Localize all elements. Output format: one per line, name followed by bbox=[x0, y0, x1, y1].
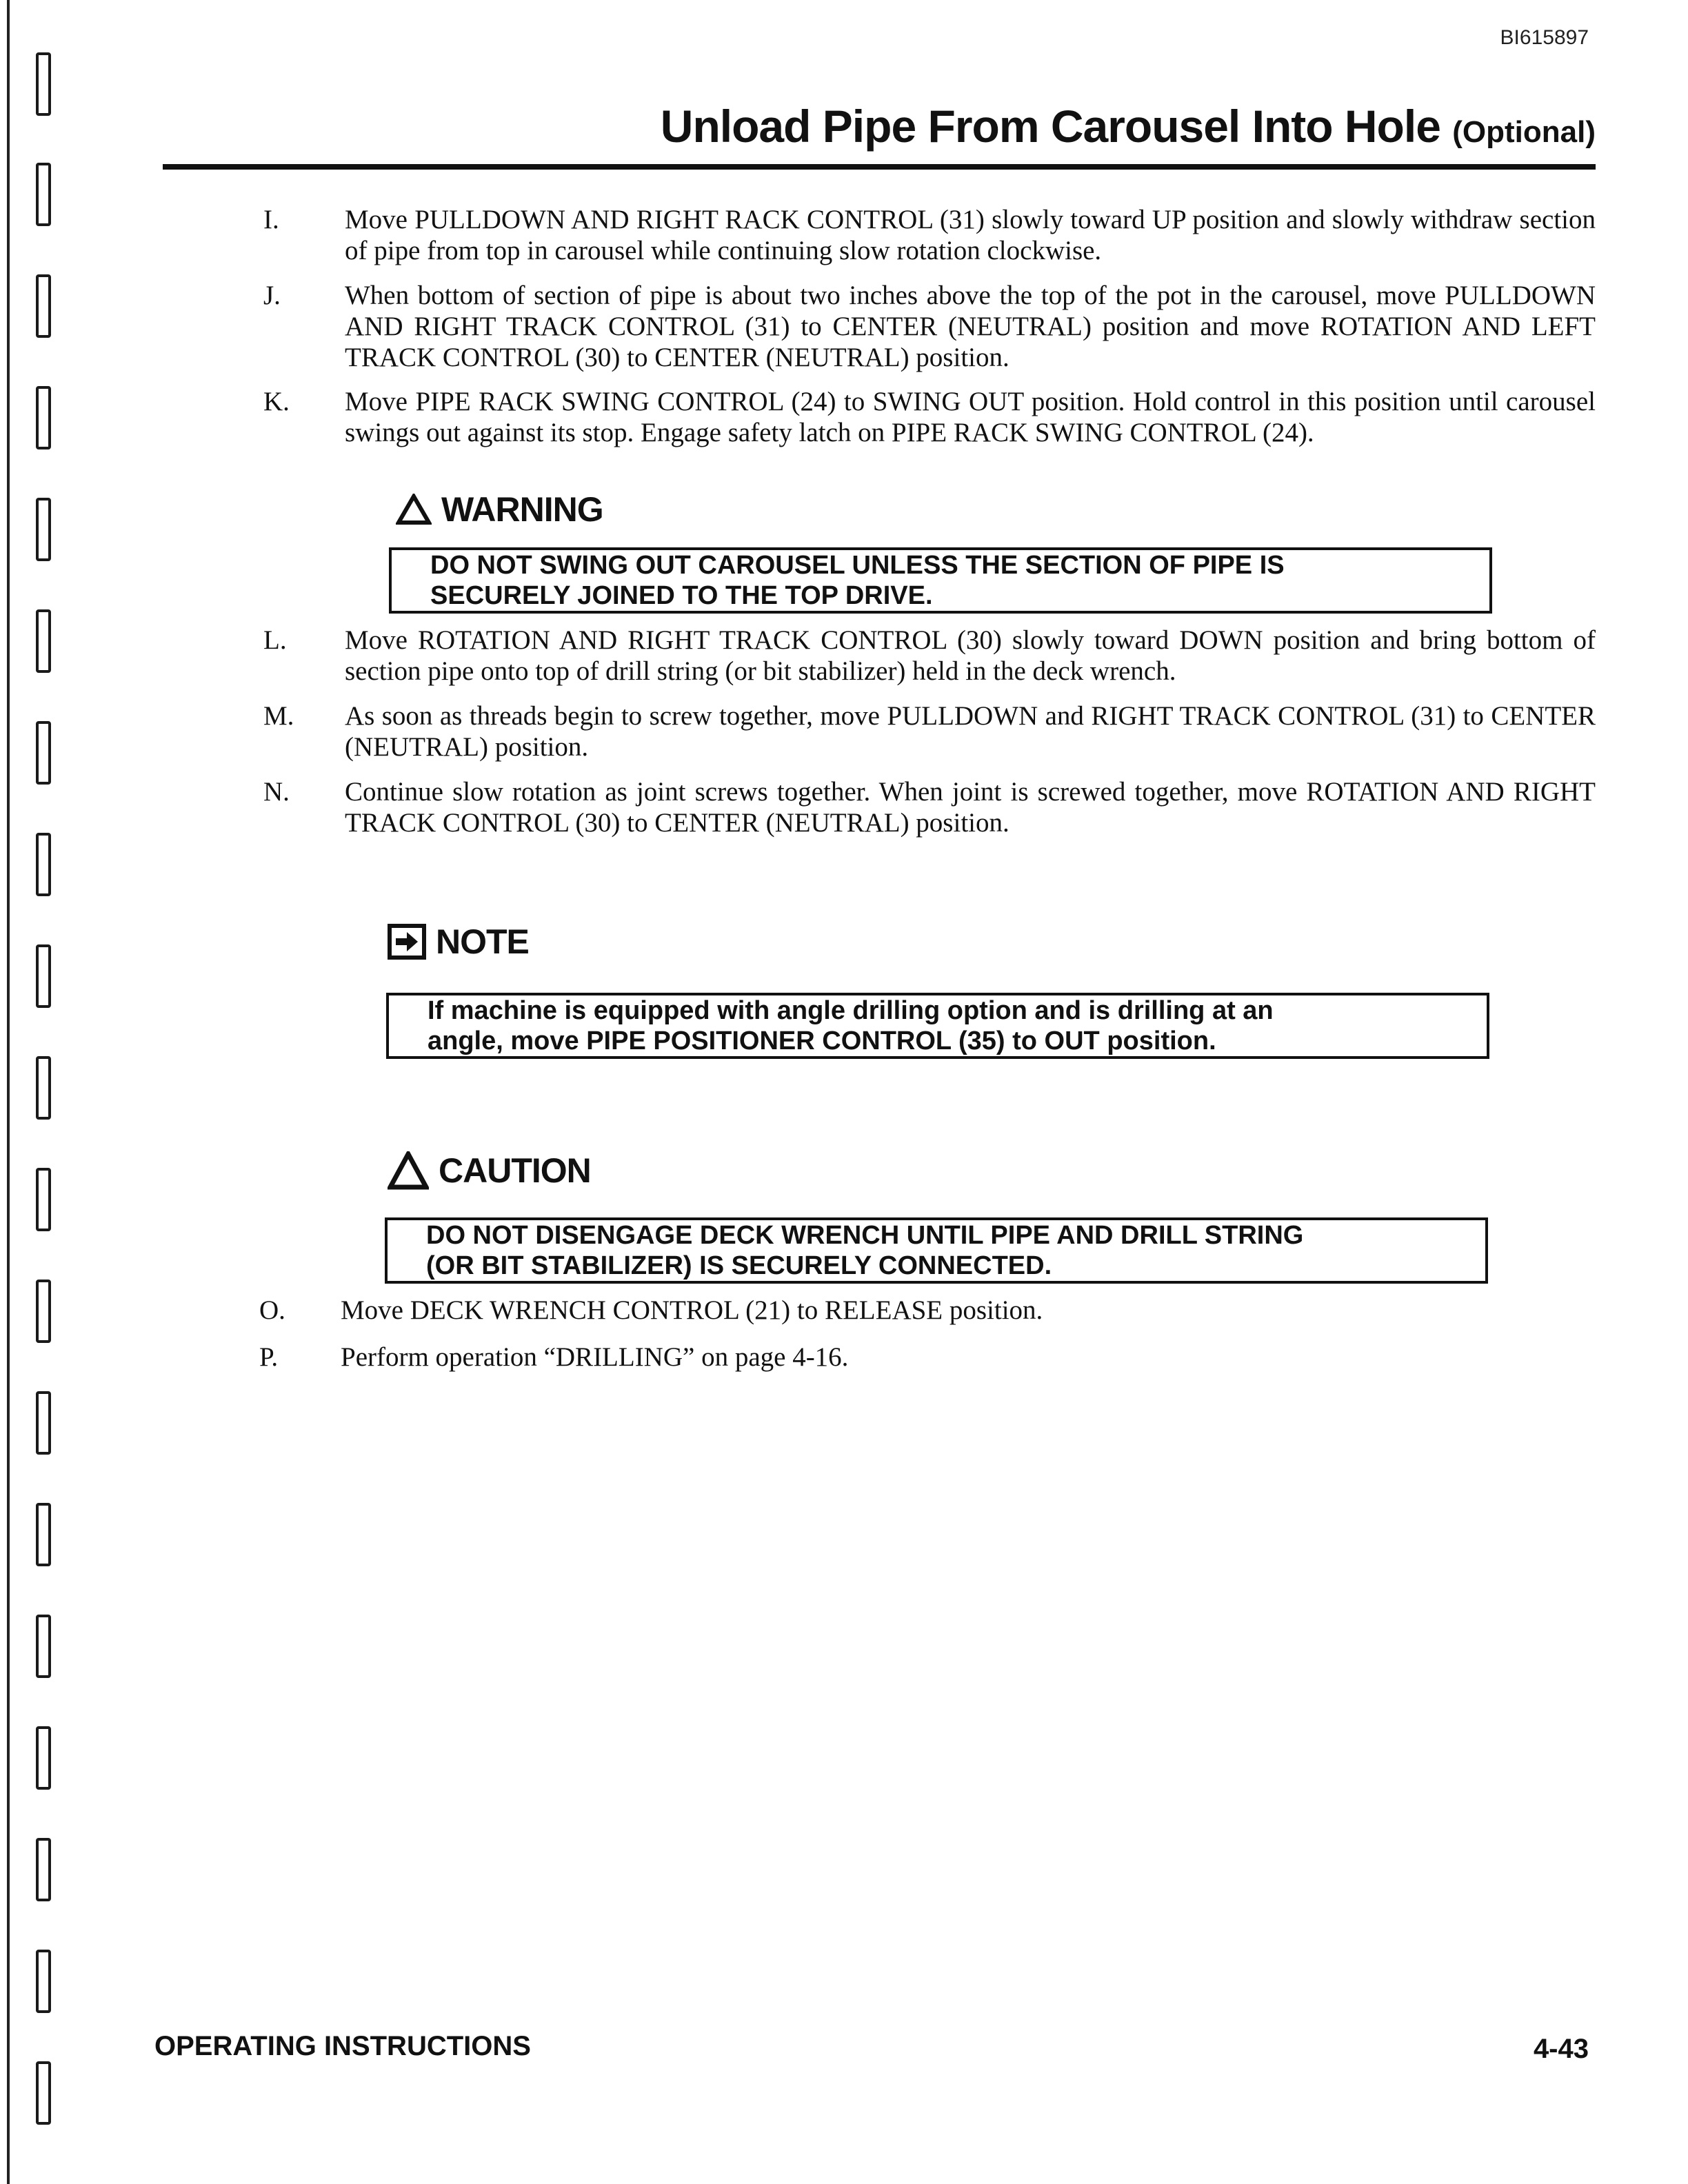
note-heading bbox=[388, 924, 529, 960]
step-letter: O. bbox=[259, 1295, 285, 1325]
page-title bbox=[165, 101, 1596, 152]
step-text: When bottom of section of pipe is about two inches above the top of the pot in the carousel, move PULLDOWN AND RIGHT TRACK CONTROL (31) to CENTER (NEUTRAL) position and move ROTATION AND LEFT TRACK CONTROL (30) to CENTER (NEUTRAL) position. bbox=[345, 281, 1596, 372]
binder-hole bbox=[36, 1056, 51, 1120]
step-letter: L. bbox=[263, 625, 287, 655]
warning-heading bbox=[396, 492, 603, 527]
binder-hole bbox=[36, 163, 51, 226]
step-text: As soon as threads begin to screw together, move PULLDOWN and RIGHT TRACK CONTROL (31) to CENTER (NEUTRAL) position. bbox=[345, 701, 1596, 762]
step-item bbox=[263, 386, 1596, 448]
binder-hole bbox=[36, 1726, 51, 1790]
binder-edge bbox=[0, 0, 55, 2184]
step-item bbox=[263, 204, 1596, 266]
step-text: Move ROTATION AND RIGHT TRACK CONTROL (30) slowly toward DOWN position and bring bottom of section pipe onto top of drill string (or bit stabilizer) held in the deck wrench. bbox=[345, 625, 1596, 686]
document-id: BI615897 bbox=[1500, 26, 1589, 49]
note-arrow-icon bbox=[388, 924, 426, 960]
binder-line bbox=[7, 0, 10, 2184]
binder-hole bbox=[36, 1280, 51, 1343]
step-item bbox=[259, 1342, 1596, 1373]
binder-hole bbox=[36, 2061, 51, 2125]
warning-line: DO NOT SWING OUT CAROUSEL UNLESS THE SECTION OF PIPE IS bbox=[430, 551, 1285, 580]
step-text: Continue slow rotation as joint screws together. When joint is screwed together, move ROTATION AND RIGHT TRACK CONTROL (30) to CENTER (NEUTRAL) position. bbox=[345, 777, 1596, 838]
step-letter: K. bbox=[263, 387, 290, 416]
note-line: If machine is equipped with angle drilling option and is drilling at an bbox=[428, 996, 1274, 1025]
caution-line: (OR BIT STABILIZER) IS SECURELY CONNECTED. bbox=[426, 1251, 1052, 1280]
binder-hole bbox=[36, 721, 51, 785]
footer-section-title: OPERATING INSTRUCTIONS bbox=[154, 2031, 531, 2061]
caution-triangle-icon bbox=[388, 1151, 429, 1190]
warning-triangle-icon bbox=[396, 494, 432, 525]
title-rule bbox=[163, 164, 1596, 170]
step-item bbox=[263, 776, 1596, 838]
step-item bbox=[263, 700, 1596, 762]
binder-hole bbox=[36, 944, 51, 1008]
caution-line: DO NOT DISENGAGE DECK WRENCH UNTIL PIPE AND DRILL STRING bbox=[426, 1221, 1304, 1250]
note-line: angle, move PIPE POSITIONER CONTROL (35) to OUT position. bbox=[428, 1027, 1216, 1055]
caution-heading-text: CAUTION bbox=[439, 1151, 591, 1190]
step-letter: M. bbox=[263, 701, 294, 731]
step-text: Move PULLDOWN AND RIGHT RACK CONTROL (31) slowly toward UP position and slowly withdraw section of pipe from top in carousel while continuing slow rotation clockwise. bbox=[345, 205, 1596, 265]
note-box bbox=[386, 993, 1489, 1059]
binder-hole bbox=[36, 498, 51, 561]
step-letter: N. bbox=[263, 777, 290, 807]
binder-hole bbox=[36, 1168, 51, 1231]
page-title-main: Unload Pipe From Carousel Into Hole bbox=[660, 101, 1440, 152]
step-item bbox=[263, 625, 1596, 687]
step-letter: P. bbox=[259, 1342, 279, 1372]
binder-hole bbox=[36, 1391, 51, 1455]
binder-hole bbox=[36, 833, 51, 896]
step-text: Move PIPE RACK SWING CONTROL (24) to SWING OUT position. Hold control in this position until carousel swings out against its stop. Engage safety latch on PIPE RACK SWING CONTROL (24). bbox=[345, 387, 1596, 447]
binder-hole bbox=[36, 1503, 51, 1566]
warning-heading-text: WARNING bbox=[441, 490, 603, 529]
step-letter: J. bbox=[263, 281, 281, 310]
binder-hole bbox=[36, 274, 51, 338]
step-item bbox=[259, 1295, 1596, 1326]
caution-heading bbox=[388, 1151, 591, 1190]
step-letter: I. bbox=[263, 205, 279, 234]
step-text: Move DECK WRENCH CONTROL (21) to RELEASE position. bbox=[341, 1295, 1043, 1325]
binder-hole bbox=[36, 1950, 51, 2013]
binder-hole bbox=[36, 1615, 51, 1678]
binder-hole bbox=[36, 386, 51, 449]
page-title-qualifier: (Optional) bbox=[1452, 115, 1596, 149]
note-heading-text: NOTE bbox=[436, 922, 529, 961]
binder-hole bbox=[36, 52, 51, 116]
footer-page-number: 4-43 bbox=[1533, 2034, 1589, 2064]
caution-box bbox=[385, 1217, 1488, 1284]
warning-line: SECURELY JOINED TO THE TOP DRIVE. bbox=[430, 581, 933, 610]
step-item bbox=[263, 280, 1596, 373]
step-text: Perform operation “DRILLING” on page 4-16. bbox=[341, 1342, 849, 1372]
warning-box bbox=[389, 547, 1492, 614]
binder-hole bbox=[36, 1838, 51, 1901]
binder-hole bbox=[36, 609, 51, 673]
